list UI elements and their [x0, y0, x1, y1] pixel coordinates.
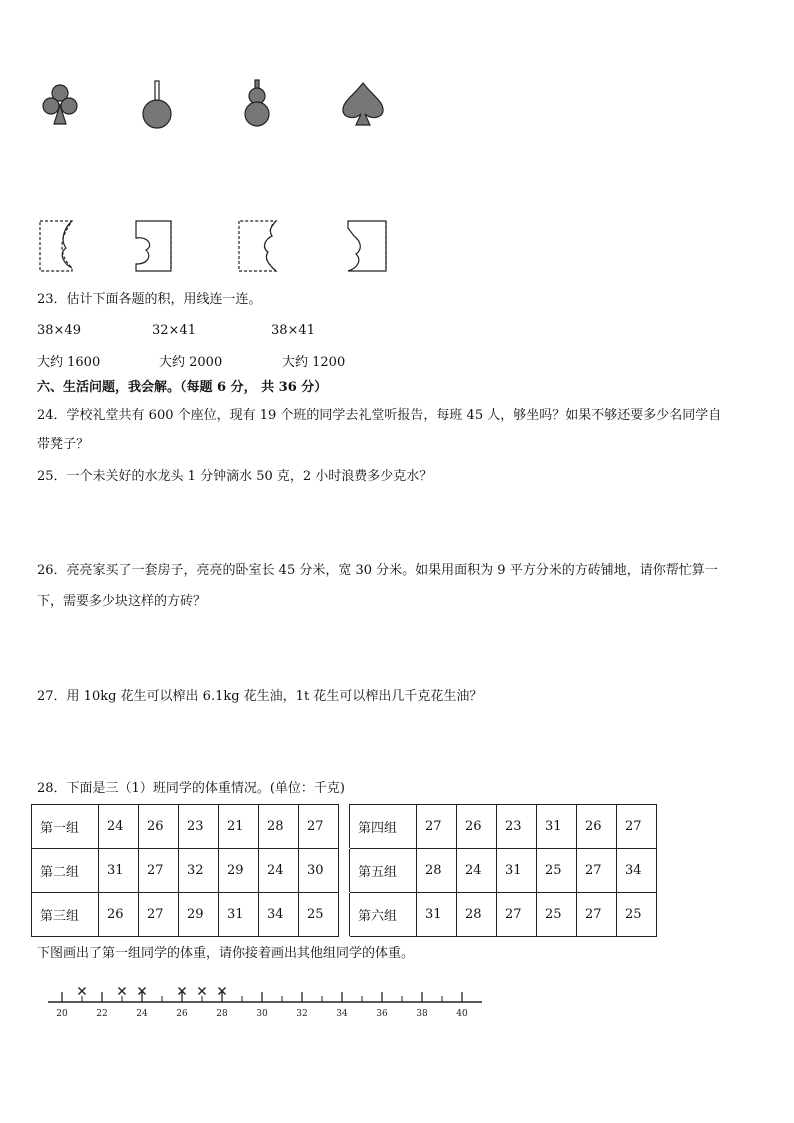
product-expression: 38×49 — [37, 323, 81, 338]
half-bulb-icon — [136, 221, 171, 271]
product-expression: 32×41 — [152, 323, 196, 338]
weight-value-cell: 24 — [259, 849, 299, 893]
weight-value-cell: 32 — [179, 849, 219, 893]
number-line-label: 34 — [336, 1009, 348, 1019]
weight-value-cell: 23 — [179, 805, 219, 849]
question-24-line1: 24．学校礼堂共有 600 个座位，现有 19 个班的同学去礼堂听报告，每班 45 人，够坐吗？如果不够还要多少名同学自 — [37, 408, 722, 423]
weight-value-cell: 24 — [457, 849, 497, 893]
table-row — [32, 805, 657, 849]
weight-value-cell: 31 — [417, 893, 457, 937]
question-23: 23．估计下面各题的积，用线连一连。 — [37, 292, 262, 307]
estimate-option: 大约 2000 — [159, 355, 223, 370]
weights-table — [31, 804, 657, 937]
weight-value-cell: 31 — [537, 805, 577, 849]
weight-value-cell: 27 — [139, 849, 179, 893]
weight-value-cell: 27 — [617, 805, 657, 849]
weight-value-cell: 28 — [417, 849, 457, 893]
table-gap — [339, 805, 350, 849]
number-line-label: 24 — [136, 1009, 148, 1019]
table-gap — [339, 849, 350, 893]
question-27: 27．用 10kg 花生可以榨出 6.1kg 花生油，1t 花生可以榨出几千克花生油？ — [37, 689, 483, 704]
weight-value-cell: 21 — [219, 805, 259, 849]
weight-value-cell: 26 — [99, 893, 139, 937]
table-gap — [339, 893, 350, 937]
half-club-icon — [40, 221, 72, 271]
table-row — [32, 849, 657, 893]
group-name-cell: 第四组 — [350, 805, 417, 849]
weight-value-cell: 31 — [219, 893, 259, 937]
weight-value-cell: 27 — [417, 805, 457, 849]
question-24-line2: 带凳子？ — [37, 437, 90, 452]
spade-icon — [343, 83, 383, 125]
estimate-option: 大约 1600 — [37, 355, 101, 370]
weight-value-cell: 31 — [99, 849, 139, 893]
weight-value-cell: 31 — [497, 849, 537, 893]
weight-value-cell: 27 — [139, 893, 179, 937]
half-gourd-icon — [239, 221, 276, 271]
group-name-cell: 第五组 — [350, 849, 417, 893]
number-line-label: 32 — [296, 1009, 308, 1019]
weight-value-cell: 34 — [259, 893, 299, 937]
weight-value-cell: 23 — [497, 805, 537, 849]
weight-value-cell: 27 — [497, 893, 537, 937]
group-name-cell: 第二组 — [32, 849, 99, 893]
number-line-label: 38 — [416, 1009, 428, 1019]
section-heading: 六、生活问题，我会解。（每题 6 分， 共 36 分） — [37, 380, 328, 395]
number-line-label: 28 — [216, 1009, 228, 1019]
question-26-line2: 下，需要多少块这样的方砖？ — [37, 594, 207, 609]
number-line-label: 22 — [96, 1009, 108, 1019]
weight-value-cell: 28 — [259, 805, 299, 849]
weight-value-cell: 25 — [617, 893, 657, 937]
question-26-line1: 26．亮亮家买了一套房子，亮亮的卧室长 45 分米，宽 30 分米。如果用面积为 9 平方分米的方砖铺地，请你帮忙算一 — [37, 563, 718, 578]
weight-value-cell: 26 — [139, 805, 179, 849]
club-icon — [43, 85, 77, 124]
weight-value-cell: 26 — [577, 805, 617, 849]
weight-value-cell: 27 — [577, 893, 617, 937]
numberline-instruction: 下图画出了第一组同学的体重，请你接着画出其他组同学的体重。 — [37, 946, 415, 961]
weight-value-cell: 24 — [99, 805, 139, 849]
weight-mark-x — [199, 988, 206, 995]
weight-value-cell: 27 — [577, 849, 617, 893]
shape-figures-row — [30, 78, 400, 133]
question-28: 28．下面是三（1）班同学的体重情况。(单位：千克) — [37, 781, 345, 796]
bulb-icon — [143, 81, 171, 128]
weight-value-cell: 25 — [537, 849, 577, 893]
half-spade-icon — [348, 221, 386, 271]
weight-value-cell: 29 — [219, 849, 259, 893]
weight-mark-x — [119, 988, 126, 995]
number-line-label: 26 — [176, 1009, 188, 1019]
number-line-label: 36 — [376, 1009, 388, 1019]
estimate-option: 大约 1200 — [282, 355, 346, 370]
group-name-cell: 第六组 — [350, 893, 417, 937]
weight-value-cell: 29 — [179, 893, 219, 937]
weight-value-cell: 27 — [299, 805, 339, 849]
table-row — [32, 893, 657, 937]
question-25: 25．一个未关好的水龙头 1 分钟滴水 50 克，2 小时浪费多少克水？ — [37, 469, 433, 484]
number-line-label: 40 — [456, 1009, 468, 1019]
weight-value-cell: 26 — [457, 805, 497, 849]
weight-number-line — [40, 980, 490, 1025]
group-name-cell: 第一组 — [32, 805, 99, 849]
gourd-icon — [245, 80, 269, 126]
weight-value-cell: 34 — [617, 849, 657, 893]
weight-value-cell: 25 — [537, 893, 577, 937]
number-line-label: 30 — [256, 1009, 268, 1019]
weight-value-cell: 30 — [299, 849, 339, 893]
half-figures-row — [36, 218, 396, 276]
weight-value-cell: 28 — [457, 893, 497, 937]
group-name-cell: 第三组 — [32, 893, 99, 937]
weight-value-cell: 25 — [299, 893, 339, 937]
weight-mark-x — [79, 988, 86, 995]
number-line-label: 20 — [56, 1009, 68, 1019]
product-expression: 38×41 — [271, 323, 315, 338]
